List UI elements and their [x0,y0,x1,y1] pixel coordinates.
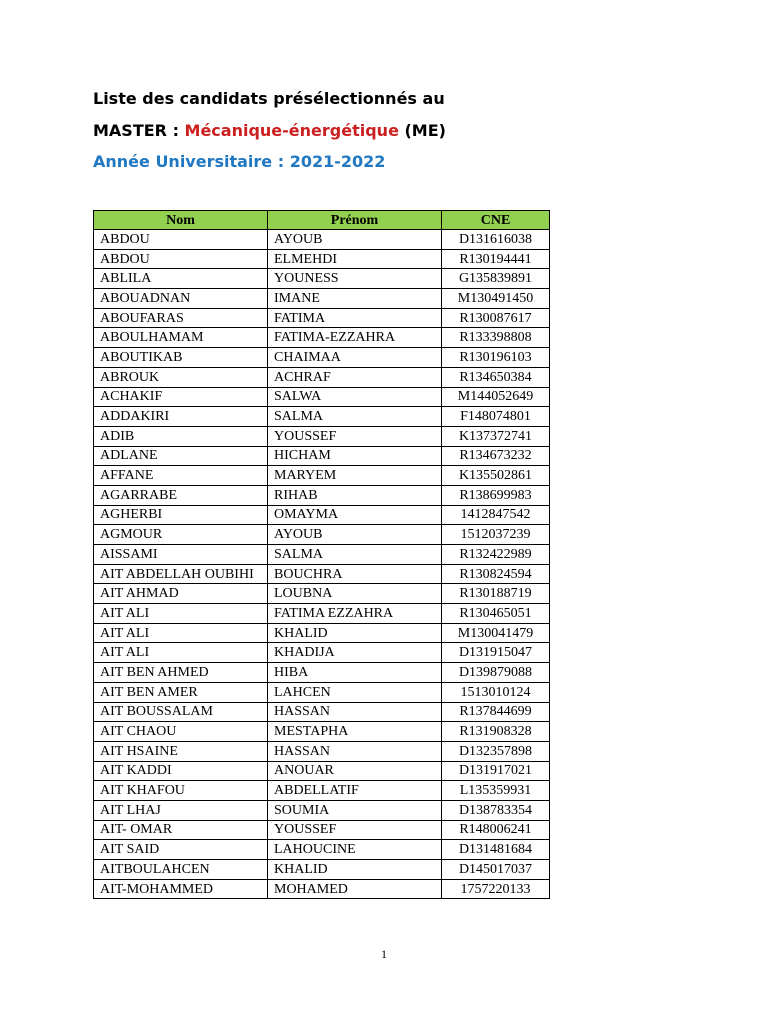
program-suffix: (ME) [398,121,446,140]
program-prefix: MASTER : [93,121,185,140]
academic-year: Année Universitaire : 2021-2022 [93,152,386,171]
table-row [94,485,550,505]
table-row [94,702,550,722]
cell-prenom: RIHAB [268,485,442,505]
cell-cne: R137844699 [442,702,550,722]
table-row [94,446,550,466]
table-row [94,564,550,584]
table-row [94,525,550,545]
table-row [94,860,550,880]
cell-cne: R130465051 [442,604,550,624]
table-row [94,643,550,663]
cell-nom: AIT-MOHAMMED [94,879,268,899]
cell-cne: D139879088 [442,663,550,683]
table-row [94,328,550,348]
table-header-row [94,211,550,230]
table-row [94,466,550,486]
page-number: 1 [381,947,387,961]
cell-nom: AIT ALI [94,604,268,624]
cell-cne: M130041479 [442,623,550,643]
cell-prenom: OMAYMA [268,505,442,525]
cell-nom: AIT BOUSSALAM [94,702,268,722]
cell-prenom: YOUNESS [268,269,442,289]
cell-nom: ABDOU [94,230,268,250]
cell-cne: L135359931 [442,781,550,801]
cell-nom: ACHAKIF [94,387,268,407]
cell-cne: K135502861 [442,466,550,486]
table-row [94,289,550,309]
table-row [94,741,550,761]
table-row [94,348,550,368]
table-row [94,663,550,683]
cell-nom: ABROUK [94,367,268,387]
table-body [94,230,550,899]
table-row [94,722,550,742]
cell-nom: ABOUFARAS [94,308,268,328]
table-row [94,230,550,250]
cell-cne: 1757220133 [442,879,550,899]
table-row [94,682,550,702]
column-header-nom: Nom [94,211,268,230]
cell-cne: G135839891 [442,269,550,289]
cell-cne: D131917021 [442,761,550,781]
table-row [94,820,550,840]
cell-nom: AIT ABDELLAH OUBIHI [94,564,268,584]
cell-prenom: HASSAN [268,702,442,722]
cell-nom: ABOUADNAN [94,289,268,309]
cell-nom: ABOULHAMAM [94,328,268,348]
cell-prenom: MARYEM [268,466,442,486]
cell-prenom: KHADIJA [268,643,442,663]
cell-prenom: LOUBNA [268,584,442,604]
cell-cne: D132357898 [442,741,550,761]
cell-cne: 1512037239 [442,525,550,545]
cell-cne: 1412847542 [442,505,550,525]
table-row [94,879,550,899]
cell-cne: M130491450 [442,289,550,309]
cell-prenom: KHALID [268,860,442,880]
table-row [94,308,550,328]
cell-cne: D131481684 [442,840,550,860]
cell-nom: AGMOUR [94,525,268,545]
cell-nom: AIT BEN AHMED [94,663,268,683]
table-row [94,623,550,643]
program-title [93,121,446,140]
table-row [94,545,550,565]
cell-prenom: KHALID [268,623,442,643]
cell-nom: ABDOU [94,249,268,269]
cell-cne: D131915047 [442,643,550,663]
cell-cne: F148074801 [442,407,550,427]
cell-cne: R130194441 [442,249,550,269]
cell-prenom: LAHOUCINE [268,840,442,860]
cell-nom: ABOUTIKAB [94,348,268,368]
cell-nom: AIT- OMAR [94,820,268,840]
cell-cne: R134650384 [442,367,550,387]
cell-prenom: SALWA [268,387,442,407]
cell-nom: AIT HSAINE [94,741,268,761]
cell-prenom: SOUMIA [268,800,442,820]
table-row [94,840,550,860]
table-row [94,387,550,407]
cell-cne: D138783354 [442,800,550,820]
table-row [94,761,550,781]
cell-nom: ADLANE [94,446,268,466]
table-row [94,604,550,624]
table-row [94,800,550,820]
cell-cne: D145017037 [442,860,550,880]
cell-prenom: ELMEHDI [268,249,442,269]
cell-nom: ADDAKIRI [94,407,268,427]
cell-nom: AGHERBI [94,505,268,525]
cell-prenom: SALMA [268,545,442,565]
cell-prenom: AYOUB [268,525,442,545]
cell-nom: ADIB [94,426,268,446]
table-row [94,407,550,427]
cell-cne: R134673232 [442,446,550,466]
cell-cne: K137372741 [442,426,550,446]
cell-nom: AGARRABE [94,485,268,505]
cell-nom: AITBOULAHCEN [94,860,268,880]
cell-prenom: HIBA [268,663,442,683]
cell-prenom: FATIMA-EZZAHRA [268,328,442,348]
cell-nom: AIT SAID [94,840,268,860]
cell-prenom: ABDELLATIF [268,781,442,801]
cell-prenom: MOHAMED [268,879,442,899]
cell-prenom: YOUSSEF [268,820,442,840]
cell-cne: R148006241 [442,820,550,840]
cell-cne: 1513010124 [442,682,550,702]
table-row [94,426,550,446]
cell-cne: R130824594 [442,564,550,584]
cell-nom: AIT AHMAD [94,584,268,604]
table-row [94,505,550,525]
candidates-table [93,210,550,899]
cell-prenom: YOUSSEF [268,426,442,446]
cell-cne: R131908328 [442,722,550,742]
cell-cne: R132422989 [442,545,550,565]
cell-cne: R130188719 [442,584,550,604]
cell-cne: D131616038 [442,230,550,250]
cell-prenom: FATIMA [268,308,442,328]
cell-nom: AIT ALI [94,623,268,643]
table-row [94,367,550,387]
cell-prenom: ANOUAR [268,761,442,781]
cell-prenom: MESTAPHA [268,722,442,742]
cell-prenom: LAHCEN [268,682,442,702]
table-row [94,269,550,289]
cell-cne: R130087617 [442,308,550,328]
cell-prenom: FATIMA EZZAHRA [268,604,442,624]
cell-nom: AFFANE [94,466,268,486]
cell-nom: AIT LHAJ [94,800,268,820]
cell-cne: R133398808 [442,328,550,348]
cell-nom: AIT CHAOU [94,722,268,742]
cell-nom: AIT BEN AMER [94,682,268,702]
column-header-prenom: Prénom [268,211,442,230]
table-row [94,781,550,801]
cell-prenom: HASSAN [268,741,442,761]
cell-prenom: BOUCHRA [268,564,442,584]
cell-prenom: AYOUB [268,230,442,250]
cell-nom: AIT KADDI [94,761,268,781]
cell-cne: M144052649 [442,387,550,407]
cell-prenom: CHAIMAA [268,348,442,368]
table-row [94,249,550,269]
document-title: Liste des candidats présélectionnés au [93,89,445,108]
cell-nom: ABLILA [94,269,268,289]
program-name: Mécanique-énergétique [184,121,399,140]
cell-nom: AIT KHAFOU [94,781,268,801]
cell-nom: AISSAMI [94,545,268,565]
column-header-cne: CNE [442,211,550,230]
cell-prenom: SALMA [268,407,442,427]
cell-prenom: HICHAM [268,446,442,466]
cell-prenom: ACHRAF [268,367,442,387]
cell-nom: AIT ALI [94,643,268,663]
table-row [94,584,550,604]
cell-prenom: IMANE [268,289,442,309]
cell-cne: R138699983 [442,485,550,505]
cell-cne: R130196103 [442,348,550,368]
